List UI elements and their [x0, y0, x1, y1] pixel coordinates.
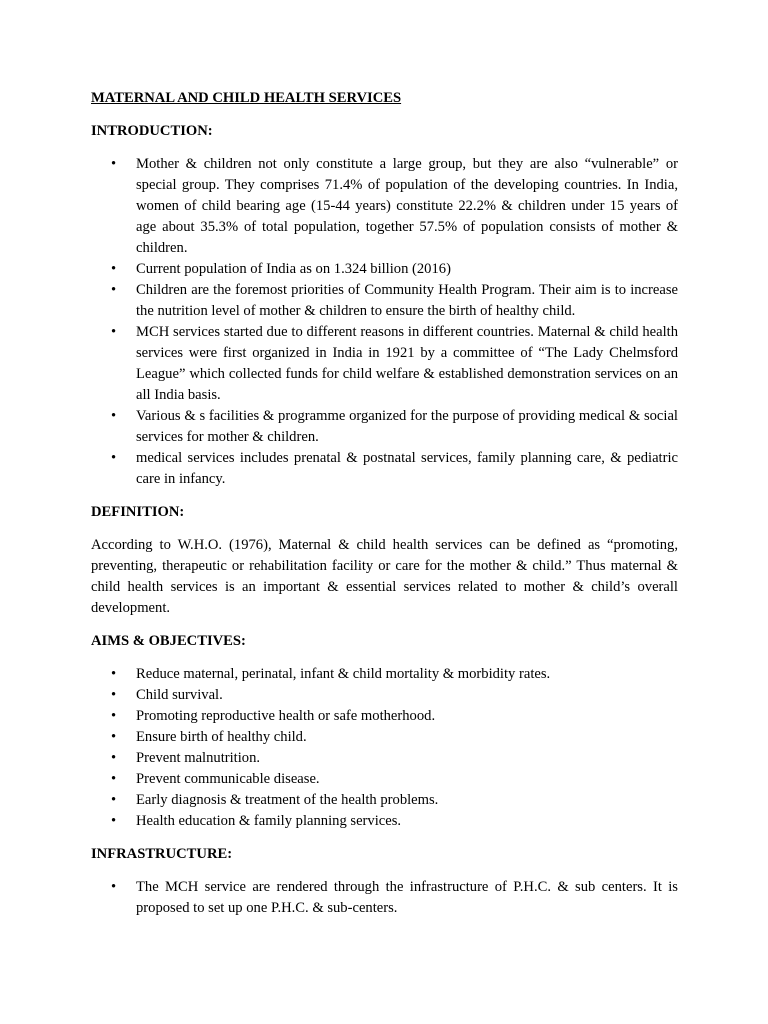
- list-item: [91, 727, 678, 748]
- bullet-icon: •: [111, 813, 117, 829]
- bullet-icon: •: [111, 687, 117, 703]
- bullet-icon: •: [111, 408, 117, 424]
- list-item: [91, 706, 678, 727]
- bullet-icon: •: [111, 879, 117, 895]
- infrastructure-list: [91, 877, 678, 919]
- bullet-icon: •: [111, 450, 117, 466]
- introduction-heading: INTRODUCTION:: [91, 123, 213, 139]
- bullet-icon: •: [111, 666, 117, 682]
- infrastructure-heading: INFRASTRUCTURE:: [91, 846, 233, 862]
- list-item-text: Prevent malnutrition.: [136, 750, 261, 766]
- list-item: [91, 790, 678, 811]
- list-item: [91, 811, 678, 832]
- definition-paragraph: According to W.H.O. (1976), Maternal & child health services can be defined as “promoting, preventing, therapeutic or rehabilitation facility or care for the mother & child.” Thus maternal & child health services is an important & essential services related to mother & child’s overall development.: [91, 537, 678, 616]
- aims-heading: AIMS & OBJECTIVES:: [91, 633, 246, 649]
- list-item-text: Early diagnosis & treatment of the health problems.: [136, 792, 439, 808]
- list-item-text: Child survival.: [136, 687, 223, 703]
- list-item: [91, 748, 678, 769]
- bullet-icon: •: [111, 792, 117, 808]
- list-item-text: The MCH service are rendered through the infrastructure of P.H.C. & sub centers. It is proposed to set up one P.H.C. & sub-centers.: [136, 879, 678, 916]
- list-item: [91, 877, 678, 919]
- list-item-text: Children are the foremost priorities of Community Health Program. Their aim is to increase the nutrition level of mother & children to ensure the birth of healthy child.: [136, 282, 678, 319]
- list-item-text: Health education & family planning services.: [136, 813, 402, 829]
- bullet-icon: •: [111, 156, 117, 172]
- list-item-text: Various & s facilities & programme organized for the purpose of providing medical & social services for mother & children.: [136, 408, 678, 445]
- bullet-icon: •: [111, 750, 117, 766]
- bullet-icon: •: [111, 324, 117, 340]
- definition-heading: DEFINITION:: [91, 504, 185, 520]
- bullet-icon: •: [111, 729, 117, 745]
- bullet-icon: •: [111, 771, 117, 787]
- bullet-icon: •: [111, 261, 117, 277]
- list-item: [91, 769, 678, 790]
- list-item: [91, 685, 678, 706]
- list-item-text: Promoting reproductive health or safe motherhood.: [136, 708, 436, 724]
- bullet-icon: •: [111, 708, 117, 724]
- bullet-icon: •: [111, 282, 117, 298]
- list-item: [91, 406, 678, 448]
- list-item: [91, 154, 678, 259]
- introduction-list: [91, 154, 678, 490]
- list-item: [91, 322, 678, 406]
- list-item-text: Prevent communicable disease.: [136, 771, 320, 787]
- document-title: MATERNAL AND CHILD HEALTH SERVICES: [91, 90, 402, 106]
- list-item-text: Current population of India as on 1.324 billion (2016): [136, 261, 451, 277]
- list-item: [91, 448, 678, 490]
- list-item-text: Ensure birth of healthy child.: [136, 729, 307, 745]
- list-item-text: medical services includes prenatal & postnatal services, family planning care, & pediatric care in infancy.: [136, 450, 678, 487]
- document-page: [91, 88, 678, 931]
- list-item-text: MCH services started due to different reasons in different countries. Maternal & child health services were first organized in India in 1921 by a committee of “The Lady Chelmsford League” which collected funds for child welfare & established demonstration services on an all India basis.: [136, 324, 678, 403]
- list-item-text: Reduce maternal, perinatal, infant & child mortality & morbidity rates.: [136, 666, 551, 682]
- aims-list: [91, 664, 678, 832]
- list-item-text: Mother & children not only constitute a large group, but they are also “vulnerable” or special group. They comprises 71.4% of population of the developing countries. In India, women of child bearing age (15-44 years) constitute 22.2% & children under 15 years of age about 35.3% of total population, together 57.5% of population consists of mother & children.: [136, 156, 678, 256]
- list-item: [91, 259, 678, 280]
- list-item: [91, 280, 678, 322]
- list-item: [91, 664, 678, 685]
